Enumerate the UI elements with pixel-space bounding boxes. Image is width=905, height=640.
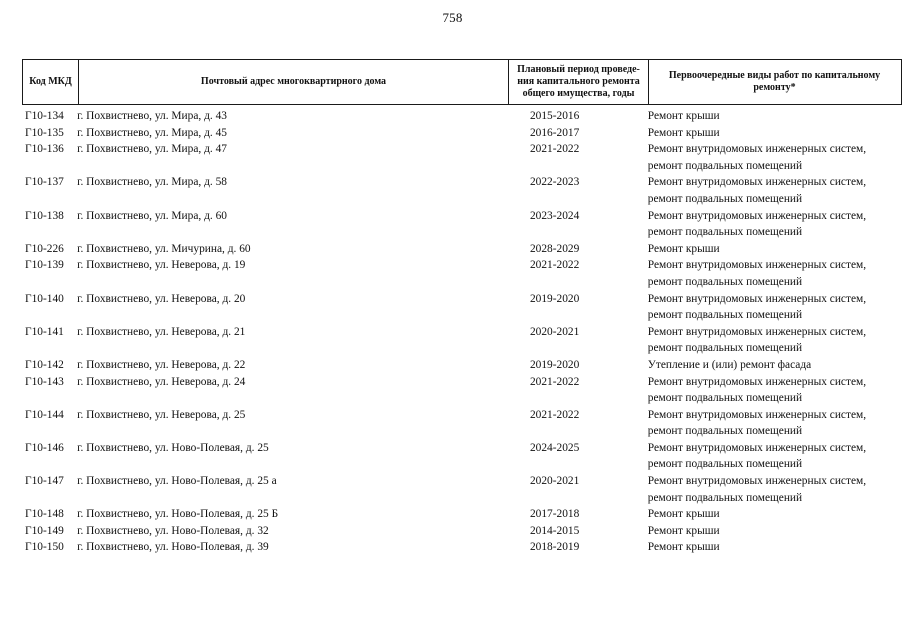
- row-works-line: Ремонт крыши: [647, 110, 720, 122]
- row-works: [646, 374, 905, 407]
- row-address: г. Похвистнево, ул. Мира, д. 58: [77, 176, 227, 189]
- table-row: [25, 374, 905, 407]
- table-row: [25, 125, 905, 142]
- row-works: [646, 523, 905, 540]
- row-works-line: ремонт подвальных помещений: [647, 425, 803, 438]
- row-works-line: Ремонт крыши: [647, 508, 720, 521]
- row-works-line: Утепление и (или) ремонт фасада: [647, 358, 812, 371]
- header-period-line: ния капитального ремонта: [517, 76, 640, 87]
- row-address: г. Похвистнево, ул. Мичурина, д. 60: [77, 242, 251, 255]
- row-works-line: Ремонт внутридомовых инженерных систем,: [647, 209, 867, 222]
- row-works: [646, 291, 905, 324]
- row-period: 2014-2015: [529, 524, 580, 537]
- header-address-line: Почтовый адрес многоквартирного дома: [200, 76, 387, 87]
- row-works-line: Ремонт внутридомовых инженерных систем,: [647, 475, 867, 488]
- row-period: 2023-2024: [529, 209, 580, 222]
- table-row: [25, 141, 905, 174]
- row-works-line: Ремонт внутридомовых инженерных систем,: [647, 292, 867, 305]
- row-period: 2020-2021: [529, 475, 580, 488]
- row-code: Г10-141: [25, 325, 64, 338]
- row-works-line: ремонт подвальных помещений: [647, 159, 803, 172]
- row-period: 2015-2016: [529, 110, 580, 122]
- header-period-line: Плановый период проведе-: [517, 64, 640, 75]
- row-period: 2016-2017: [529, 126, 580, 139]
- row-works: [646, 357, 905, 374]
- row-works: [646, 506, 905, 523]
- row-code: Г10-149: [25, 524, 64, 537]
- row-works-line: Ремонт внутридомовых инженерных систем,: [647, 325, 867, 338]
- row-works-line: Ремонт крыши: [647, 126, 720, 139]
- row-works-line: Ремонт внутридомовых инженерных систем,: [647, 176, 867, 189]
- row-works-line: Ремонт внутридомовых инженерных систем,: [647, 441, 867, 454]
- row-address: г. Похвистнево, ул. Мира, д. 43: [77, 110, 227, 122]
- row-works: [646, 208, 905, 241]
- row-works-line: ремонт подвальных помещений: [647, 342, 803, 355]
- row-works: [646, 241, 905, 258]
- row-works-line: Ремонт крыши: [647, 242, 720, 255]
- row-works: [646, 440, 905, 473]
- row-period: 2017-2018: [529, 508, 580, 521]
- row-works-line: Ремонт внутридомовых инженерных систем,: [647, 259, 867, 272]
- row-period: 2028-2029: [529, 242, 580, 255]
- row-period: 2019-2020: [529, 358, 580, 371]
- table-row: [25, 407, 905, 440]
- header-address: [79, 60, 509, 104]
- row-code: Г10-139: [25, 259, 64, 272]
- row-address: г. Похвистнево, ул. Неверова, д. 21: [77, 325, 246, 338]
- table-row: [25, 257, 905, 290]
- row-code: Г10-143: [25, 375, 64, 388]
- table-row: [25, 473, 905, 506]
- table-row: [25, 539, 905, 556]
- row-works-line: Ремонт внутридомовых инженерных систем,: [647, 375, 867, 388]
- row-period: 2020-2021: [529, 325, 580, 338]
- row-period: 2018-2019: [529, 541, 580, 554]
- row-address: г. Похвистнево, ул. Ново-Полевая, д. 25 Б: [77, 508, 279, 521]
- row-works: [646, 473, 905, 506]
- table-header: [22, 59, 902, 105]
- row-address: г. Похвистнево, ул. Мира, д. 45: [77, 126, 227, 139]
- page-number: 758: [442, 10, 463, 25]
- table-row: [25, 241, 905, 258]
- table-row: [25, 523, 905, 540]
- row-period: 2019-2020: [529, 292, 580, 305]
- row-address: г. Похвистнево, ул. Неверова, д. 25: [77, 408, 246, 421]
- row-works-line: ремонт подвальных помещений: [647, 458, 803, 471]
- row-code: Г10-142: [25, 358, 64, 371]
- row-code: Г10-140: [25, 292, 64, 305]
- row-address: г. Похвистнево, ул. Мира, д. 60: [77, 209, 227, 222]
- table-row: [25, 357, 905, 374]
- row-works: [646, 125, 905, 142]
- row-period: 2021-2022: [529, 259, 580, 272]
- row-works: [646, 141, 905, 174]
- header-works-line: Первоочередные виды работ по капитальному: [668, 70, 881, 81]
- row-code: Г10-138: [25, 209, 64, 222]
- row-works-line: ремонт подвальных помещений: [647, 275, 803, 288]
- row-works: [646, 324, 905, 357]
- row-works: [646, 539, 905, 556]
- row-works-line: Ремонт крыши: [647, 541, 720, 554]
- row-address: г. Похвистнево, ул. Ново-Полевая, д. 32: [77, 524, 269, 537]
- row-period: 2021-2022: [529, 408, 580, 421]
- table-row: [25, 208, 905, 241]
- row-works-line: Ремонт внутридомовых инженерных систем,: [647, 408, 867, 421]
- row-works-line: ремонт подвальных помещений: [647, 491, 803, 504]
- row-works-line: Ремонт внутридомовых инженерных систем,: [647, 143, 867, 156]
- header-works-line: ремонту*: [753, 82, 796, 93]
- row-period: 2024-2025: [529, 441, 580, 454]
- row-address: г. Похвистнево, ул. Ново-Полевая, д. 25 а: [77, 475, 277, 488]
- row-period: 2021-2022: [529, 143, 580, 156]
- row-code: Г10-147: [25, 475, 64, 488]
- row-address: г. Похвистнево, ул. Неверова, д. 19: [77, 259, 246, 272]
- row-code: Г10-134: [25, 110, 64, 122]
- header-works: [649, 60, 900, 104]
- row-code: Г10-137: [25, 176, 64, 189]
- row-works-line: Ремонт крыши: [647, 524, 720, 537]
- row-period: 2022-2023: [529, 176, 580, 189]
- row-works-line: ремонт подвальных помещений: [647, 226, 803, 239]
- row-code: Г10-144: [25, 408, 64, 421]
- row-address: г. Похвистнево, ул. Неверова, д. 20: [77, 292, 246, 305]
- row-works-line: ремонт подвальных помещений: [647, 192, 803, 205]
- table-row: [25, 108, 905, 125]
- table-row: [25, 174, 905, 207]
- table-row: [25, 324, 905, 357]
- table-row: [25, 506, 905, 523]
- row-address: г. Похвистнево, ул. Неверова, д. 24: [77, 375, 246, 388]
- row-code: Г10-136: [25, 143, 64, 156]
- row-code: Г10-148: [25, 508, 64, 521]
- row-works-line: ремонт подвальных помещений: [647, 309, 803, 322]
- row-works: [646, 257, 905, 290]
- row-code: Г10-135: [25, 126, 64, 139]
- row-address: г. Похвистнево, ул. Ново-Полевая, д. 39: [77, 541, 269, 554]
- row-code: Г10-226: [25, 242, 64, 255]
- header-code-line: Код МКД: [29, 76, 72, 87]
- header-code: [23, 60, 79, 104]
- table-body: [25, 108, 905, 556]
- row-code: Г10-150: [25, 541, 64, 554]
- header-period: [509, 60, 649, 104]
- row-address: г. Похвистнево, ул. Ново-Полевая, д. 25: [77, 441, 269, 454]
- row-address: г. Похвистнево, ул. Неверова, д. 22: [77, 358, 246, 371]
- row-works: [646, 174, 905, 207]
- row-period: 2021-2022: [529, 375, 580, 388]
- table-row: [25, 440, 905, 473]
- row-code: Г10-146: [25, 441, 64, 454]
- header-period-line: общего имущества, годы: [522, 88, 635, 99]
- row-works: [646, 108, 905, 125]
- row-works: [646, 407, 905, 440]
- row-address: г. Похвистнево, ул. Мира, д. 47: [77, 143, 227, 156]
- row-works-line: ремонт подвальных помещений: [647, 392, 803, 405]
- table-row: [25, 291, 905, 324]
